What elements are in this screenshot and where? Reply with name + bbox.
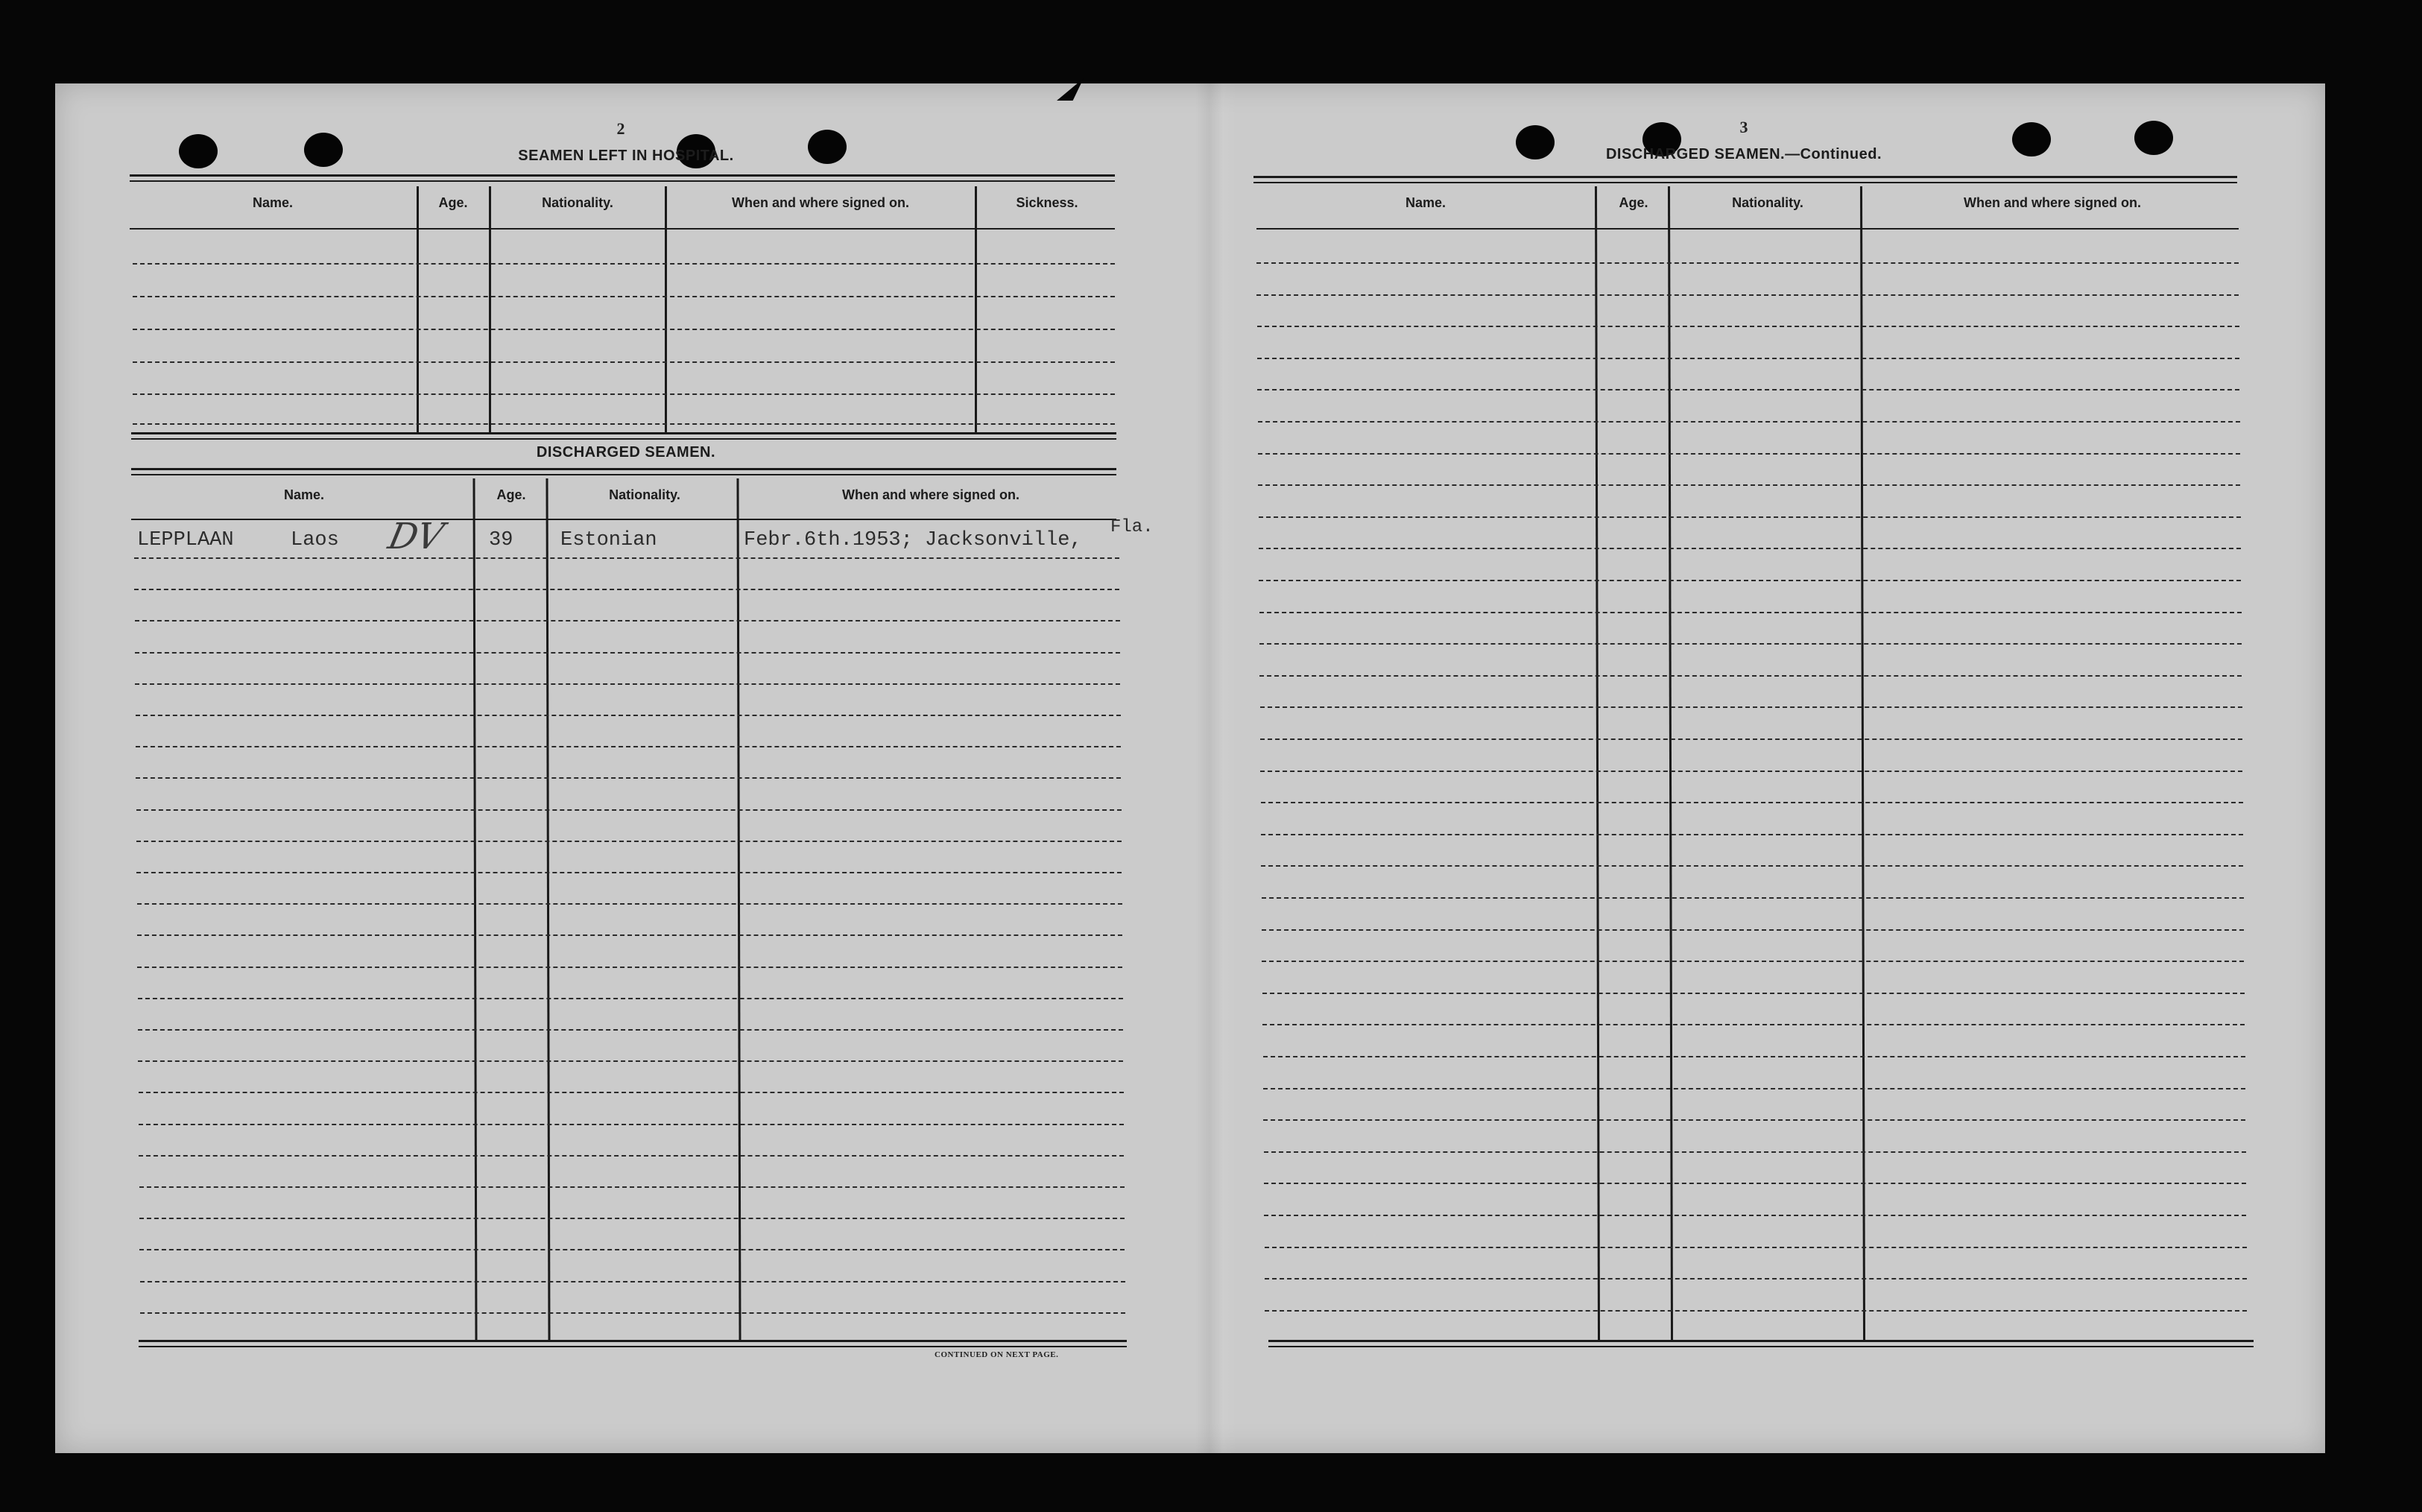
right-bottom-rule bbox=[1268, 1340, 2254, 1342]
ruled-row-line bbox=[1261, 865, 2243, 867]
hospital-col-sickness: Sickness. bbox=[1016, 195, 1078, 210]
binder-hole bbox=[2134, 121, 2173, 155]
ruled-row-line bbox=[134, 557, 1119, 559]
ruled-row-line bbox=[1259, 643, 2242, 645]
ruled-row-line bbox=[136, 715, 1121, 716]
ruled-row-line bbox=[135, 652, 1120, 654]
ruled-row-line bbox=[136, 872, 1122, 873]
ruled-row-line bbox=[1259, 548, 2241, 549]
ruled-row-line bbox=[1261, 834, 2243, 835]
continued-note: CONTINUED ON NEXT PAGE. bbox=[935, 1350, 1059, 1359]
binder-hole bbox=[2012, 122, 2051, 156]
ruled-row-line bbox=[137, 967, 1122, 968]
hospital-bottom-rule bbox=[131, 432, 1116, 434]
discharged-section-title: DISCHARGED SEAMEN. bbox=[536, 444, 716, 461]
ruled-row-line bbox=[1264, 1151, 2246, 1153]
hospital-col-nationality: Nationality. bbox=[542, 195, 613, 210]
ruled-row-line bbox=[1260, 771, 2242, 772]
hospital-top-rule bbox=[130, 174, 1115, 177]
binder-hole bbox=[179, 134, 218, 168]
ruled-row-line bbox=[1259, 612, 2242, 613]
seaman-nationality: Estonian bbox=[560, 529, 657, 551]
right-col-name: Name. bbox=[1405, 195, 1446, 210]
ruled-row-line bbox=[1262, 993, 2245, 994]
ruled-row-line bbox=[1263, 1056, 2245, 1057]
ruled-row-line bbox=[138, 1029, 1123, 1031]
ruled-row-line bbox=[1259, 580, 2241, 581]
ruled-row-line bbox=[1257, 358, 2239, 359]
ruled-row-line bbox=[134, 589, 1119, 590]
page-fold bbox=[1195, 83, 1237, 1453]
discharged-title-rule bbox=[131, 468, 1116, 470]
binder-hole bbox=[304, 133, 343, 167]
discharged-bottom-rule-2 bbox=[139, 1346, 1127, 1347]
ruled-row-line bbox=[1260, 706, 2242, 708]
hospital-col-divider bbox=[975, 186, 977, 432]
hospital-col-divider bbox=[489, 186, 491, 432]
ruled-row-line bbox=[1256, 262, 2239, 264]
ruled-row-line bbox=[140, 1312, 1125, 1314]
right-top-rule-2 bbox=[1253, 182, 2237, 183]
ruled-row-line bbox=[1258, 484, 2240, 486]
ruled-row-line bbox=[1265, 1278, 2247, 1279]
ruled-row-line bbox=[136, 809, 1122, 811]
discharged-col-nationality: Nationality. bbox=[609, 487, 680, 502]
ruled-row-line bbox=[136, 841, 1122, 842]
ruled-row-line bbox=[1263, 1119, 2245, 1121]
ruled-row-line bbox=[1260, 738, 2242, 740]
right-section-title: DISCHARGED SEAMEN.—Continued. bbox=[1605, 146, 1882, 162]
ruled-row-line bbox=[1258, 453, 2240, 455]
ruled-row-line bbox=[1259, 675, 2242, 677]
hospital-row-line bbox=[133, 263, 1115, 265]
ruled-row-line bbox=[1257, 326, 2239, 327]
right-header-rule bbox=[1256, 228, 2239, 230]
hospital-col-divider bbox=[665, 186, 667, 432]
discharged-top-rule bbox=[131, 438, 1116, 440]
hospital-row-line bbox=[133, 329, 1115, 330]
ruled-row-line bbox=[1264, 1183, 2246, 1184]
right-col-signed-on: When and where signed on. bbox=[1963, 195, 2142, 210]
hospital-row-line bbox=[133, 361, 1115, 363]
right-top-rule bbox=[1253, 176, 2237, 178]
seaman-given-name: Laos bbox=[291, 529, 339, 551]
ruled-row-line bbox=[1264, 1215, 2246, 1216]
ruled-row-line bbox=[1261, 802, 2243, 803]
ruled-row-line bbox=[1265, 1310, 2247, 1312]
discharged-col-age: Age. bbox=[496, 487, 526, 502]
seaman-signed-on-state: Fla. bbox=[1110, 517, 1154, 537]
right-col-age: Age. bbox=[1619, 195, 1648, 210]
discharged-bottom-rule bbox=[139, 1340, 1127, 1342]
ruled-row-line bbox=[136, 746, 1121, 747]
right-col-nationality: Nationality. bbox=[1732, 195, 1803, 210]
ruled-row-line bbox=[1259, 516, 2241, 518]
hospital-header-rule bbox=[130, 228, 1115, 230]
ruled-row-line bbox=[139, 1249, 1125, 1250]
ruled-row-line bbox=[139, 1155, 1124, 1157]
hospital-top-rule-2 bbox=[130, 180, 1115, 182]
hospital-col-name: Name. bbox=[252, 195, 294, 210]
seaman-signed-on: Febr.6th.1953; Jacksonville, bbox=[744, 529, 1082, 551]
ruled-row-line bbox=[140, 1281, 1125, 1282]
ruled-row-line bbox=[139, 1218, 1125, 1219]
ruled-row-line bbox=[135, 683, 1120, 685]
ruled-row-line bbox=[1257, 389, 2239, 390]
hospital-col-age: Age. bbox=[438, 195, 468, 210]
hospital-col-signed-on: When and where signed on. bbox=[731, 195, 910, 210]
hospital-col-divider bbox=[417, 186, 419, 432]
ruled-row-line bbox=[1262, 1024, 2245, 1025]
ruled-row-line bbox=[135, 620, 1120, 621]
right-bottom-rule-2 bbox=[1268, 1346, 2254, 1347]
handwritten-mark: DV bbox=[385, 516, 448, 557]
page-number-right: 3 bbox=[1739, 118, 1748, 136]
ruled-row-line bbox=[139, 1186, 1125, 1188]
ruled-row-line bbox=[139, 1124, 1124, 1125]
ruled-row-line bbox=[1262, 929, 2244, 931]
hospital-row-line bbox=[133, 393, 1115, 395]
hospital-row-line bbox=[133, 296, 1115, 297]
hospital-section-title: SEAMEN LEFT IN HOSPITAL. bbox=[518, 148, 734, 164]
discharged-col-signed-on: When and where signed on. bbox=[841, 487, 1020, 502]
hospital-row-line bbox=[133, 423, 1115, 425]
ruled-row-line bbox=[137, 903, 1122, 905]
ruled-row-line bbox=[137, 934, 1122, 936]
ruled-row-line bbox=[1258, 421, 2240, 423]
seaman-surname: LEPPLAAN bbox=[137, 529, 234, 551]
ruled-row-line bbox=[1262, 961, 2244, 962]
ruled-row-line bbox=[138, 1060, 1123, 1062]
ruled-row-line bbox=[1262, 897, 2244, 899]
ruled-row-line bbox=[1265, 1247, 2247, 1248]
discharged-title-rule-2 bbox=[131, 474, 1116, 475]
ruled-row-line bbox=[139, 1092, 1124, 1093]
discharged-col-name: Name. bbox=[283, 487, 325, 502]
ruled-row-line bbox=[1263, 1088, 2245, 1089]
page-number-left: 2 bbox=[616, 119, 625, 138]
ruled-row-line bbox=[136, 777, 1121, 779]
ruled-row-line bbox=[1256, 294, 2239, 296]
ruled-row-line bbox=[138, 998, 1123, 999]
discharged-header-rule bbox=[131, 519, 1116, 520]
seaman-age: 39 bbox=[489, 529, 513, 551]
